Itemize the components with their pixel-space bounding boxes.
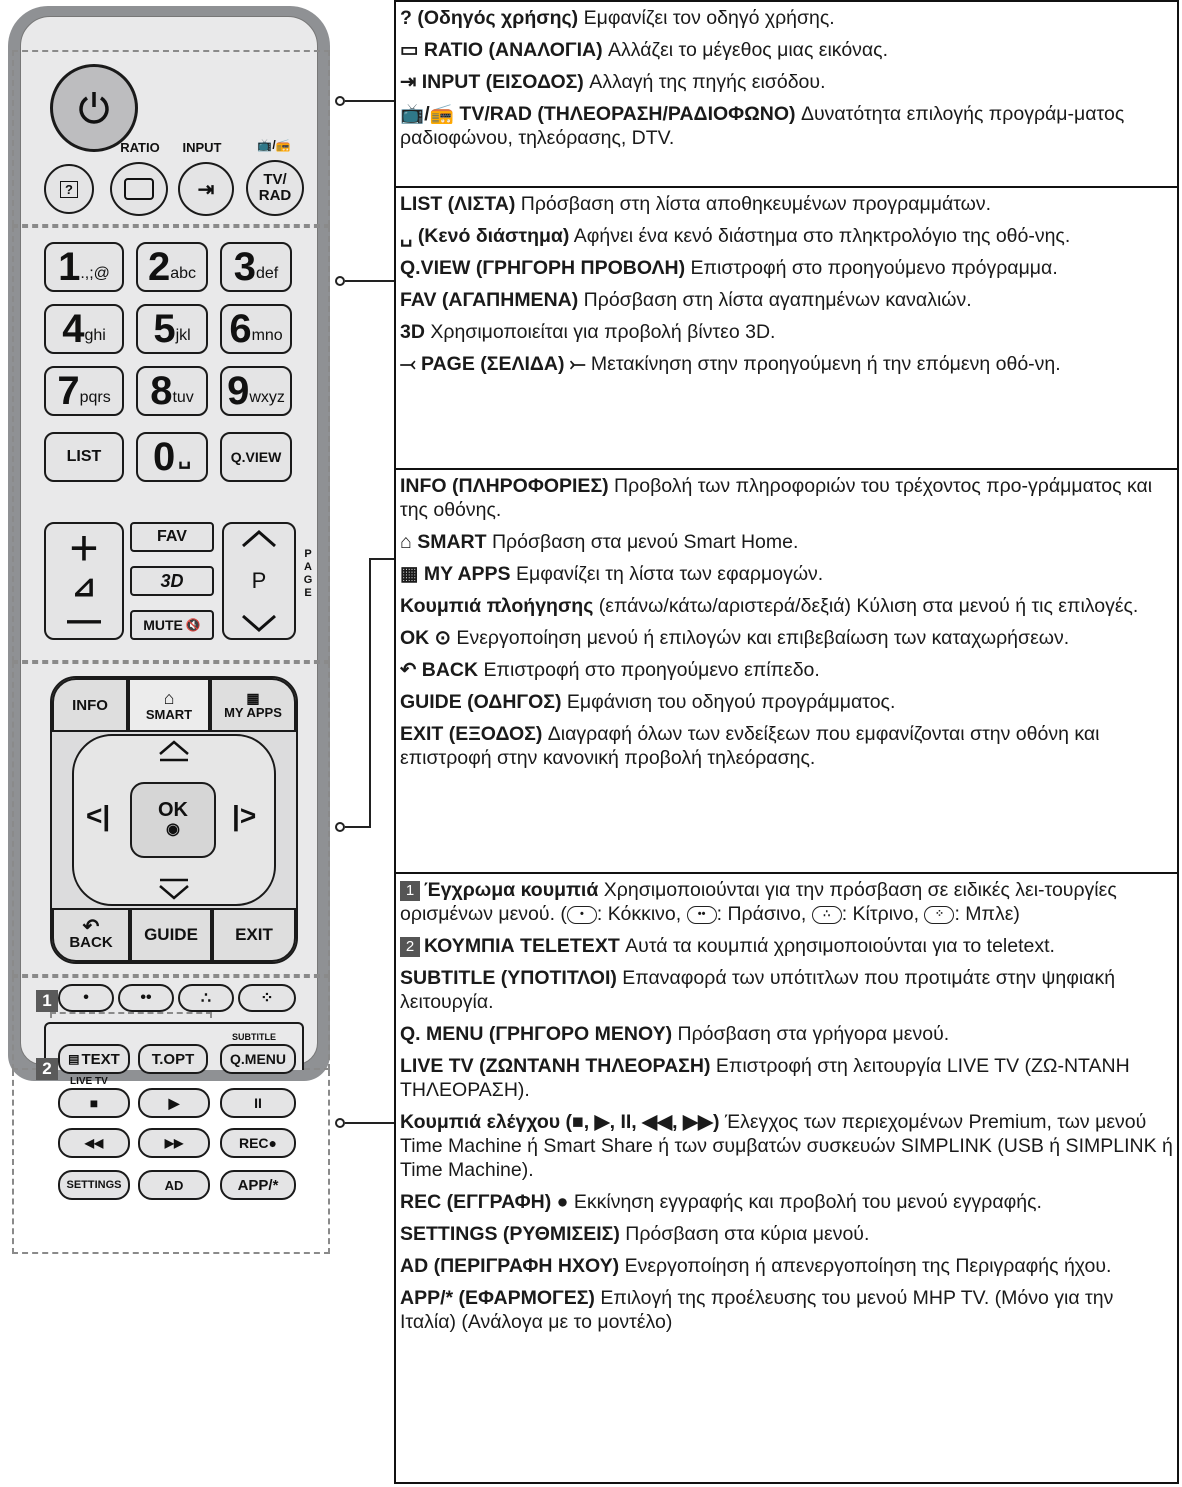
space-icon: ␣ — [178, 446, 191, 469]
desc-rec: REC (ΕΓΓΡΑΦΗ) ● Εκκίνηση εγγραφής και προβολή του μενού εγγραφής. — [400, 1191, 1042, 1213]
connector-dot-3 — [335, 822, 345, 832]
number-key-6[interactable] — [220, 304, 292, 354]
help-desc-icon: ? — [400, 7, 412, 29]
ratio-desc-icon: ▭ — [400, 39, 419, 61]
connector-line-3b — [369, 558, 371, 828]
tvrad-desc-icon: 📺/📻 — [400, 103, 454, 125]
topt-button[interactable]: T.OPT — [138, 1044, 208, 1074]
arrow-up-icon[interactable] — [156, 738, 192, 764]
qmenu-button[interactable]: Q.MENU — [220, 1044, 296, 1074]
desc-qview: Q.VIEW (ΓΡΗΓΟΡΗ ΠΡΟΒΟΛΗ) Επιστροφή στο προηγούμενο πρόγραμμα. — [400, 257, 1058, 279]
pause-button[interactable]: II — [220, 1088, 296, 1118]
volume-up-icon: + — [69, 520, 99, 576]
section-number-1: 1 — [400, 881, 420, 901]
number-key-2[interactable] — [136, 242, 208, 292]
smart-button[interactable] — [128, 678, 210, 732]
space-desc-icon: ␣ — [400, 225, 413, 247]
section-top-buttons — [394, 0, 1179, 188]
stop-button[interactable]: ■ — [58, 1088, 130, 1118]
connector-line-3c — [369, 558, 394, 560]
guide-label: GUIDE — [144, 925, 198, 944]
list-button[interactable] — [44, 432, 124, 482]
rewind-button[interactable]: ◀◀ — [58, 1128, 130, 1158]
desc-tvrad: 📺/📻 TV/RAD (ΤΗΛΕΟΡΑΣΗ/ΡΑΔΙΟΦΩΝΟ) Δυνατότητα επιλογής προγράμ-ματος ραδιοφώνου, τηλεόρασης, DTV. — [400, 103, 1125, 149]
input-desc-icon: ⇥ — [400, 71, 417, 93]
program-label: P — [251, 568, 267, 593]
tvrad-icons-label: 📺/📻 — [257, 138, 291, 152]
section-number-buttons — [394, 186, 1179, 470]
desc-myapps: ▦ MY APPS Εμφανίζει τη λίστα των εφαρμογών. — [400, 563, 824, 585]
region-media — [12, 1070, 330, 1254]
rec-button[interactable]: REC● — [220, 1128, 296, 1158]
num-7: 7 — [57, 368, 79, 413]
threed-label: 3D — [160, 570, 184, 591]
number-key-7[interactable] — [44, 366, 124, 416]
number-key-3[interactable] — [220, 242, 292, 292]
num-0: 0 — [153, 434, 175, 479]
desc-navigation: Κουμπιά πλοήγησης (επάνω/κάτω/αριστερά/δεξιά) Κύλιση στα μενού ή τις επιλογές. — [400, 595, 1139, 617]
num-8: 8 — [150, 368, 172, 413]
tvrad-button[interactable] — [246, 160, 304, 216]
marker-1: 1 — [36, 990, 58, 1012]
desc-ad: AD (ΠΕΡΙΓΡΑΦΗ ΗΧΟΥ) Ενεργοποίηση ή απενεργοποίηση της Περιγραφής ήχου. — [400, 1255, 1112, 1277]
info-button[interactable] — [52, 678, 128, 732]
qview-button[interactable] — [220, 432, 292, 482]
num-2: 2 — [147, 244, 170, 289]
text-icon: ▤ — [68, 1052, 80, 1066]
chevron-up-icon — [239, 528, 279, 550]
num-4: 4 — [62, 306, 84, 351]
back-desc-icon: ↶ — [400, 659, 417, 681]
mute-label: MUTE — [143, 617, 183, 633]
input-icon: ⇥ — [197, 178, 215, 201]
number-key-8[interactable] — [136, 366, 208, 416]
desc-settings: SETTINGS (ΡΥΘΜΙΣΕΙΣ) Πρόσβαση στα κύρια μενού. — [400, 1223, 870, 1245]
ratio-label: RATIO — [120, 140, 160, 155]
desc-ok: OK ⊙ Ενεργοποίηση μενού ή επιλογών και επιβεβαίωση των καταχωρήσεων. — [400, 627, 1070, 649]
ok-label: OK — [158, 799, 188, 821]
myapps-desc-icon: ▦ — [400, 563, 419, 585]
myapps-button[interactable] — [210, 678, 296, 732]
arrow-down-icon[interactable] — [156, 876, 192, 902]
exit-button[interactable] — [212, 908, 296, 962]
desc-back: ↶ BACK Επιστροφή στο προηγούμενο επίπεδο. — [400, 659, 820, 681]
qview-label: Q.VIEW — [230, 449, 282, 465]
input-label: INPUT — [182, 140, 222, 155]
ratio-button[interactable] — [110, 162, 168, 216]
tvrad-label: TV/ RAD — [258, 171, 292, 204]
green-desc-icon: •• — [687, 906, 717, 924]
subtitle-label: SUBTITLE — [232, 1032, 276, 1042]
ad-button[interactable]: AD — [138, 1170, 210, 1200]
desc-fav: FAV (ΑΓΑΠΗΜΕΝΑ) Πρόσβαση στη λίστα αγαπημένων καναλιών. — [400, 289, 972, 311]
number-key-9[interactable] — [220, 366, 292, 416]
volume-icon: ⊿ — [71, 570, 97, 603]
fav-label: FAV — [157, 528, 187, 545]
sub-5: jkl — [175, 327, 191, 344]
help-icon: ? — [60, 181, 78, 198]
power-button[interactable] — [50, 64, 138, 152]
connector-line-1 — [345, 100, 394, 102]
volume-down-icon: — — [67, 601, 101, 639]
num-9: 9 — [227, 368, 249, 413]
back-icon: ↶ — [82, 916, 100, 938]
desc-guide: GUIDE (ΟΔΗΓΟΣ) Εμφάνιση του οδηγού προγράμματος. — [400, 691, 896, 713]
ok-button[interactable] — [130, 782, 216, 858]
desc-subtitle: SUBTITLE (ΥΠΟΤΙΤΛΟΙ) Επαναφορά των υπότιτλων που προτιμάτε στην ψηφιακή λειτουργία. — [400, 967, 1116, 1013]
back-button[interactable] — [52, 908, 130, 962]
threed-button[interactable] — [130, 566, 214, 596]
mute-button[interactable] — [130, 610, 214, 640]
number-key-0[interactable] — [136, 432, 208, 482]
num-5: 5 — [153, 306, 175, 351]
fastforward-button[interactable]: ▶▶ — [138, 1128, 210, 1158]
connector-line-2 — [345, 280, 394, 282]
marker-2: 2 — [36, 1058, 58, 1080]
desc-color-buttons: 1 Έγχρωμα κουμπιά Χρησιμοποιούνται για την πρόσβαση σε ειδικές λει-τουργίες ορισμένων μενού. ( • : Κόκκινο, •• : Πράσινο, ∴ : Κίτρινο, ⁘ : Μπλε) — [400, 879, 1117, 925]
section-number-2: 2 — [400, 937, 420, 957]
page-side-label: PAGE — [303, 548, 313, 599]
desc-space: ␣ (Κενό διάστημα) Αφήνει ένα κενό διάστημα στο πληκτρολόγιο της οθό-νης. — [400, 225, 1071, 247]
chevron-down-icon — [239, 612, 279, 634]
desc-page: ⤙ PAGE (ΣΕΛΙΔΑ) ⤚ Μετακίνηση στην προηγούμενη ή την επόμενη οθό-νη. — [400, 353, 1061, 375]
help-button[interactable] — [44, 164, 94, 214]
info-label: INFO — [72, 696, 108, 714]
arrow-right-icon[interactable]: |> — [232, 800, 257, 831]
guide-button[interactable] — [130, 908, 212, 962]
blue-desc-icon: ⁘ — [924, 906, 954, 924]
list-label: LIST — [66, 448, 102, 465]
sub-9: wxyz — [249, 389, 285, 406]
exit-label: EXIT — [235, 925, 273, 944]
desc-qmenu: Q. MENU (ΓΡΗΓΟΡΟ ΜΕΝΟΥ) Πρόσβαση στα γρήγορα μενού. — [400, 1023, 950, 1045]
yellow-desc-icon: ∴ — [812, 906, 842, 924]
ok-dot-icon: ◉ — [166, 821, 180, 838]
arrow-left-icon[interactable]: <| — [86, 800, 111, 831]
input-button[interactable] — [178, 162, 234, 216]
desc-input: ⇥ INPUT (ΕΙΣΟΔΟΣ) Αλλαγή της πηγής εισόδου. — [400, 71, 826, 93]
desc-ratio: ▭ RATIO (ΑΝΑΛΟΓΙΑ) Αλλάζει το μέγεθος μιας εικόνας. — [400, 39, 888, 61]
yellow-button[interactable]: ∴ — [178, 984, 234, 1012]
mute-icon: 🔇 — [185, 618, 201, 632]
connector-dot-4 — [335, 1118, 345, 1128]
number-key-1[interactable] — [44, 242, 124, 292]
num-3: 3 — [233, 244, 255, 289]
num-6: 6 — [229, 306, 251, 351]
home-icon: ⌂ — [163, 687, 175, 708]
program-rocker[interactable] — [222, 522, 296, 640]
connector-dot-1 — [335, 96, 345, 106]
num-1: 1 — [58, 244, 80, 289]
desc-3d: 3D Χρησιμοποιείται για προβολή βίντεο 3D. — [400, 321, 776, 343]
red-button[interactable]: • — [58, 984, 114, 1012]
connector-dot-2 — [335, 276, 345, 286]
apps-grid-icon: ▦ — [246, 689, 260, 706]
sub-7: pqrs — [79, 389, 111, 406]
volume-rocker[interactable] — [44, 522, 124, 640]
smart-label: SMART — [145, 706, 193, 722]
red-desc-icon: • — [567, 906, 597, 924]
desc-app: APP/* (ΕΦΑΡΜΟΓΕΣ) Επιλογή της προέλευσης του μενού MHP TV. (Μόνο για την Ιταλία) (Ανάλογα με το μοντέλο) — [400, 1287, 1114, 1333]
power-icon — [74, 88, 114, 128]
text-label: TEXT — [81, 1050, 120, 1068]
sub-1: .,;@ — [80, 265, 110, 282]
desc-control-buttons: Κουμπιά ελέγχου (■, ▶, II, ◀◀, ▶▶) Έλεγχος των περιεχομένων Premium, των μενού Time Machine ή Smart Share ή των συμβατών συσκευών SIMPLINK (USB ή SIMPLINK ή Time Machine). — [400, 1111, 1173, 1181]
desc-help: ? (Οδηγός χρήσης) Εμφανίζει τον οδηγό χρήσης. — [400, 7, 835, 29]
desc-info: INFO (ΠΛΗΡΟΦΟΡΙΕΣ) Προβολή των πληροφοριών του τρέχοντος προ-γράμματος και της οθόνης. — [400, 475, 1153, 521]
play-button[interactable]: ▶ — [138, 1088, 210, 1118]
desc-list: LIST (ΛΙΣΤΑ) Πρόσβαση στη λίστα αποθηκευμένων προγραμμάτων. — [400, 193, 992, 215]
sub-6: mno — [251, 327, 283, 344]
app-button[interactable]: APP/* — [220, 1170, 296, 1200]
ratio-icon — [124, 178, 154, 200]
section-nav-buttons — [394, 468, 1179, 874]
number-key-5[interactable] — [136, 304, 208, 354]
desc-livetv: LIVE TV (ΖΩΝΤΑΝΗ ΤΗΛΕΟΡΑΣΗ) Επιστροφή στη λειτουργία LIVE TV (ΖΩ-ΝΤΑΝΗ ΤΗΛΕΟΡΑΣΗ). — [400, 1055, 1130, 1101]
settings-button[interactable]: SETTINGS — [58, 1170, 130, 1200]
connector-line-4 — [345, 1122, 394, 1124]
section-bottom-buttons — [394, 872, 1179, 1484]
myapps-label: MY APPS — [224, 704, 282, 720]
sub-2: abc — [170, 265, 197, 282]
desc-exit: EXIT (ΕΞΟΔΟΣ) Διαγραφή όλων των ενδείξεων που εμφανίζονται στην οθόνη και επιστροφή στην κανονική προβολή τηλεόρασης. — [400, 723, 1100, 769]
sub-4: ghi — [84, 327, 106, 344]
back-label: BACK — [69, 934, 113, 951]
sub-3: def — [256, 265, 279, 282]
green-button[interactable]: •• — [118, 984, 174, 1012]
desc-smart: ⌂ SMART Πρόσβαση στα μενού Smart Home. — [400, 531, 799, 553]
fav-button[interactable] — [130, 522, 214, 552]
connector-line-3a — [345, 826, 369, 828]
desc-teletext: 2 ΚΟΥΜΠΙΑ TELETEXT Αυτά τα κουμπιά χρησιμοποιούνται για το teletext. — [396, 930, 1177, 962]
blue-button[interactable]: ⁘ — [238, 984, 296, 1012]
sub-8: tuv — [172, 389, 194, 406]
livetv-label: LIVE TV — [70, 1076, 108, 1087]
smart-desc-icon: ⌂ — [400, 531, 412, 553]
number-key-4[interactable] — [44, 304, 124, 354]
